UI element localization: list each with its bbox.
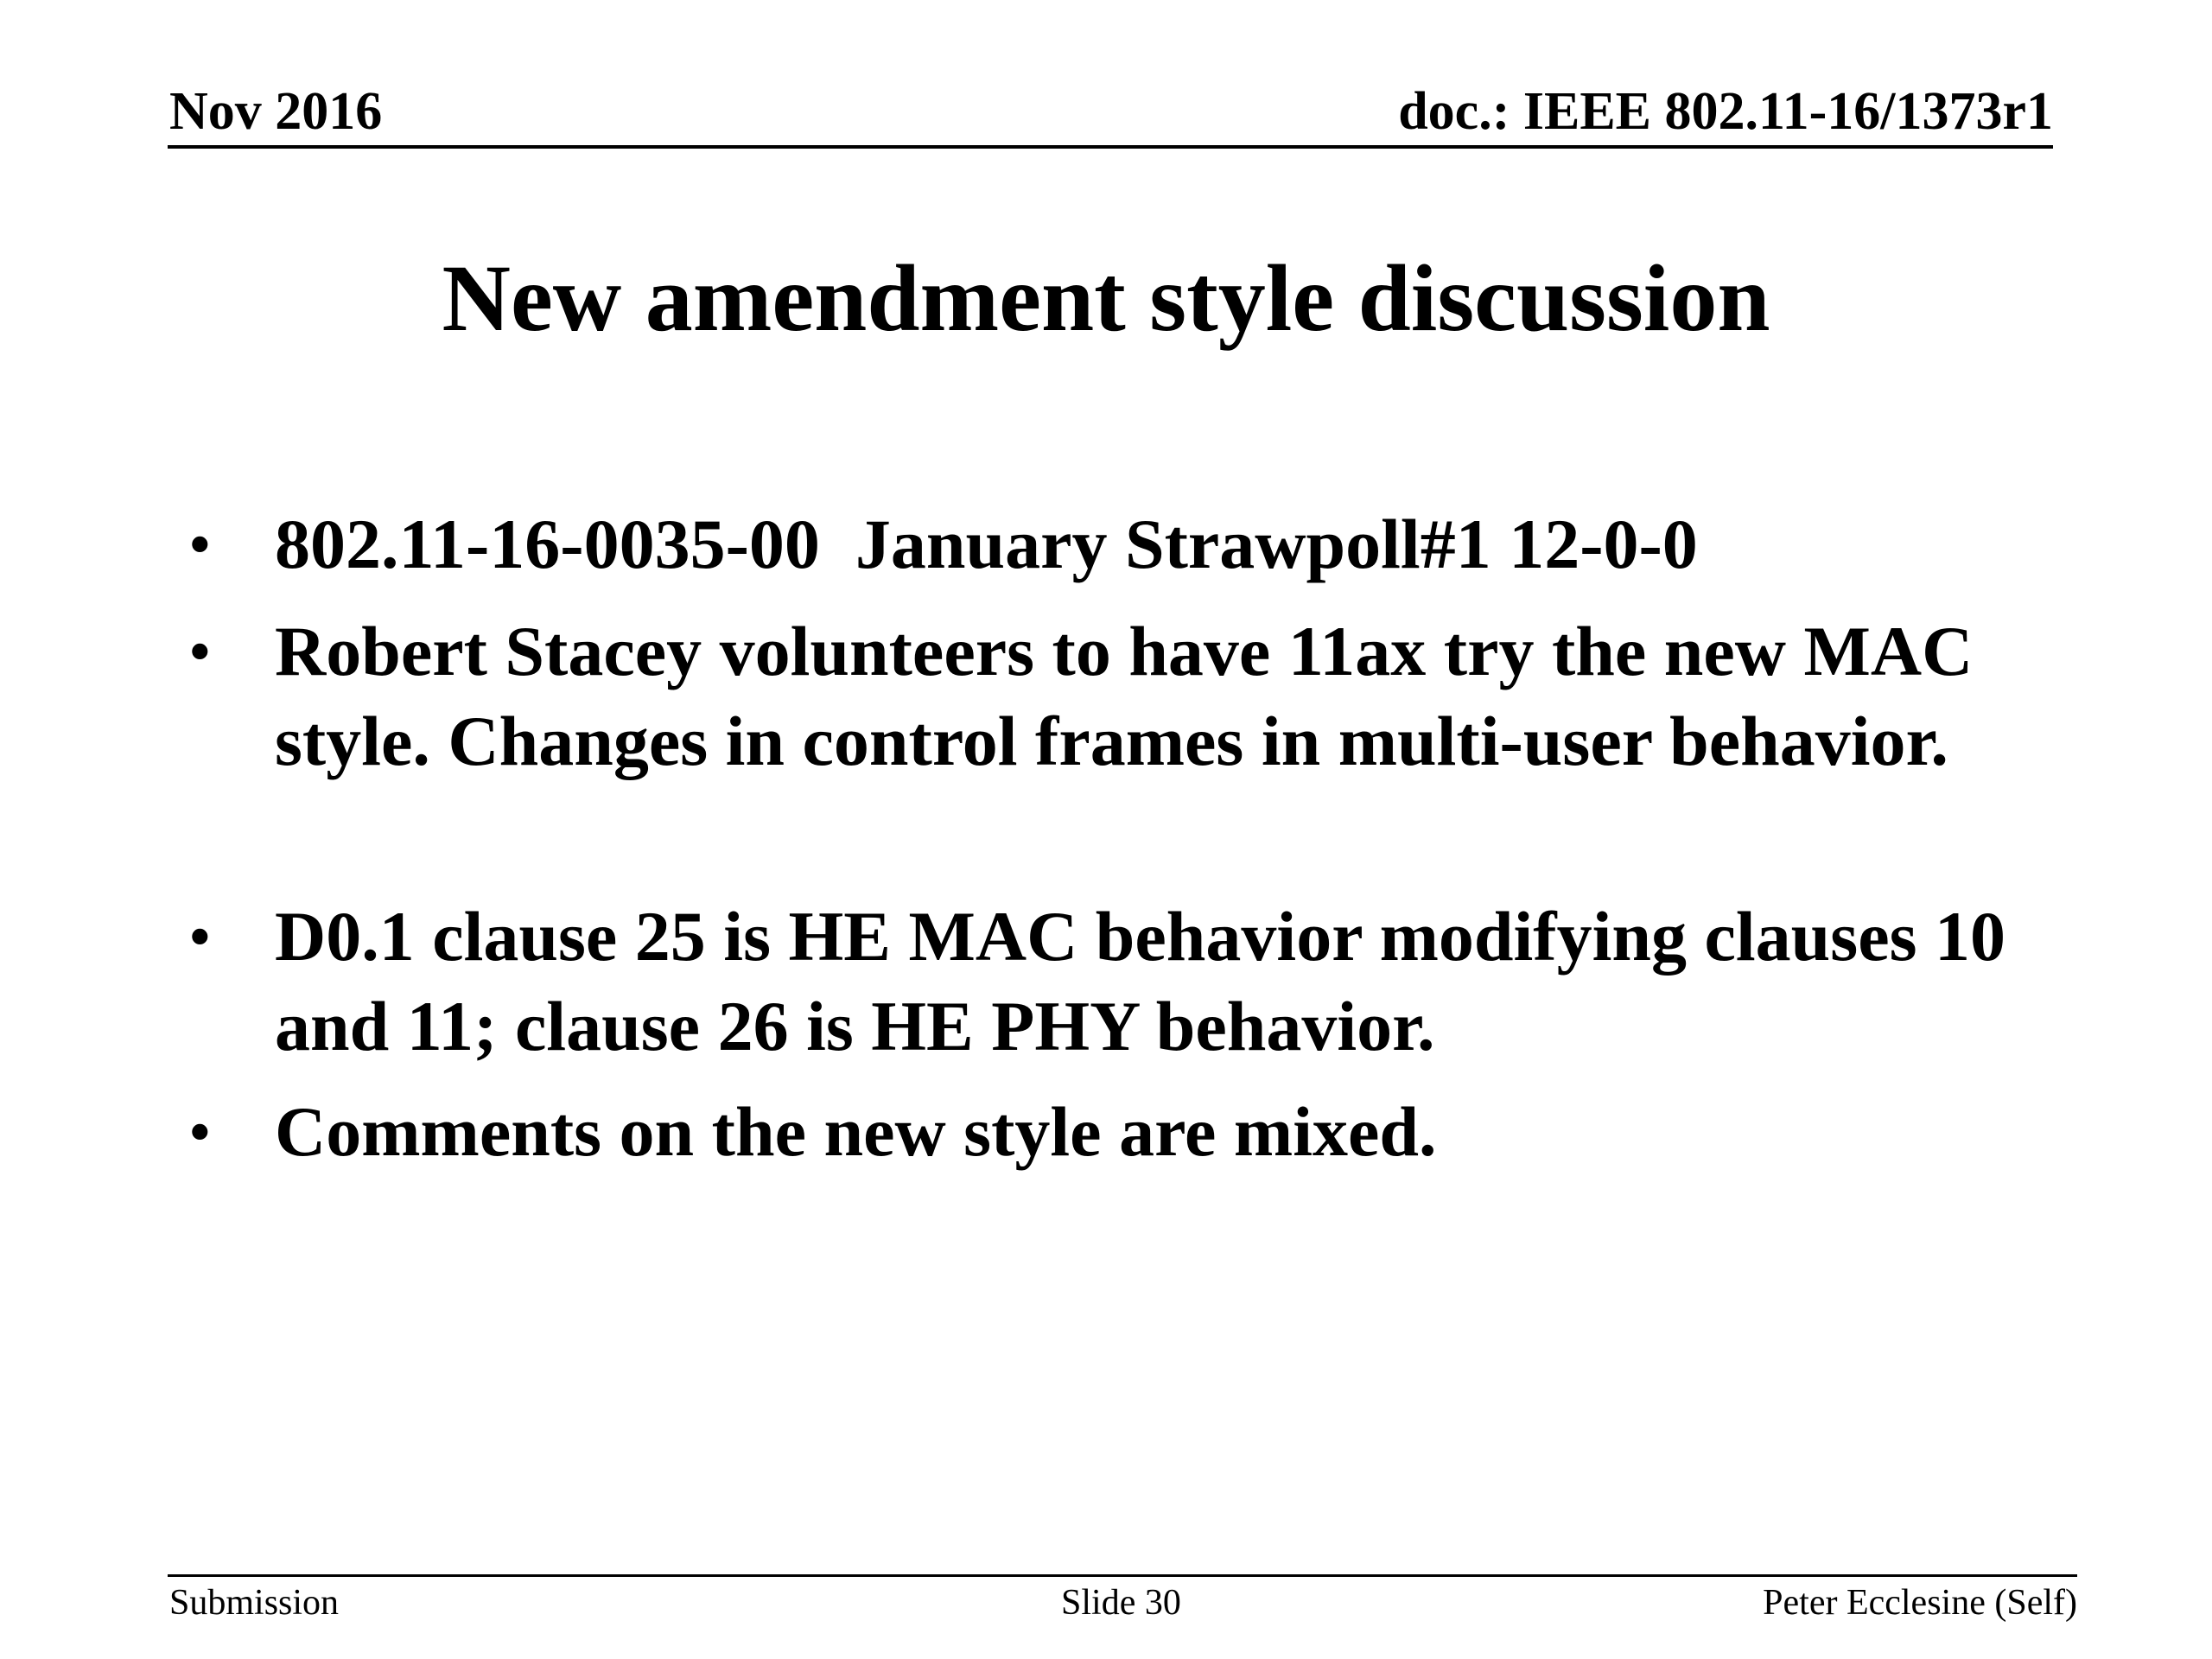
bullet-marker: • — [188, 508, 212, 581]
bullet-text: 802.11-16-0035-00 January Strawpoll#1 12-0-0 — [275, 505, 1698, 583]
header-divider — [168, 145, 2053, 149]
footer-author: Peter Ecclesine (Self) — [1763, 1583, 2077, 1623]
bullet-text: Comments on the new style are mixed. — [275, 1092, 1437, 1171]
header-date: Nov 2016 — [169, 82, 383, 141]
footer-slide-number: Slide 30 — [1061, 1583, 1181, 1623]
bullet-marker: • — [188, 1096, 212, 1168]
bullet-marker: • — [188, 615, 212, 688]
footer-submission: Submission — [169, 1583, 340, 1623]
bullet-text: D0.1 clause 25 is HE MAC behavior modifying clauses 10 and 11; clause 26 is HE PHY behavior. — [275, 897, 2024, 1065]
bullet-text: Robert Stacey volunteers to have 11ax try the new MAC style. Changes in control frames in multi-user behavior. — [275, 612, 1991, 780]
bullet-marker: • — [188, 900, 212, 973]
footer-divider — [168, 1574, 2077, 1577]
header-doc-id: doc.: IEEE 802.11-16/1373r1 — [1398, 82, 2053, 141]
slide-title: New amendment style discussion — [442, 245, 1770, 351]
